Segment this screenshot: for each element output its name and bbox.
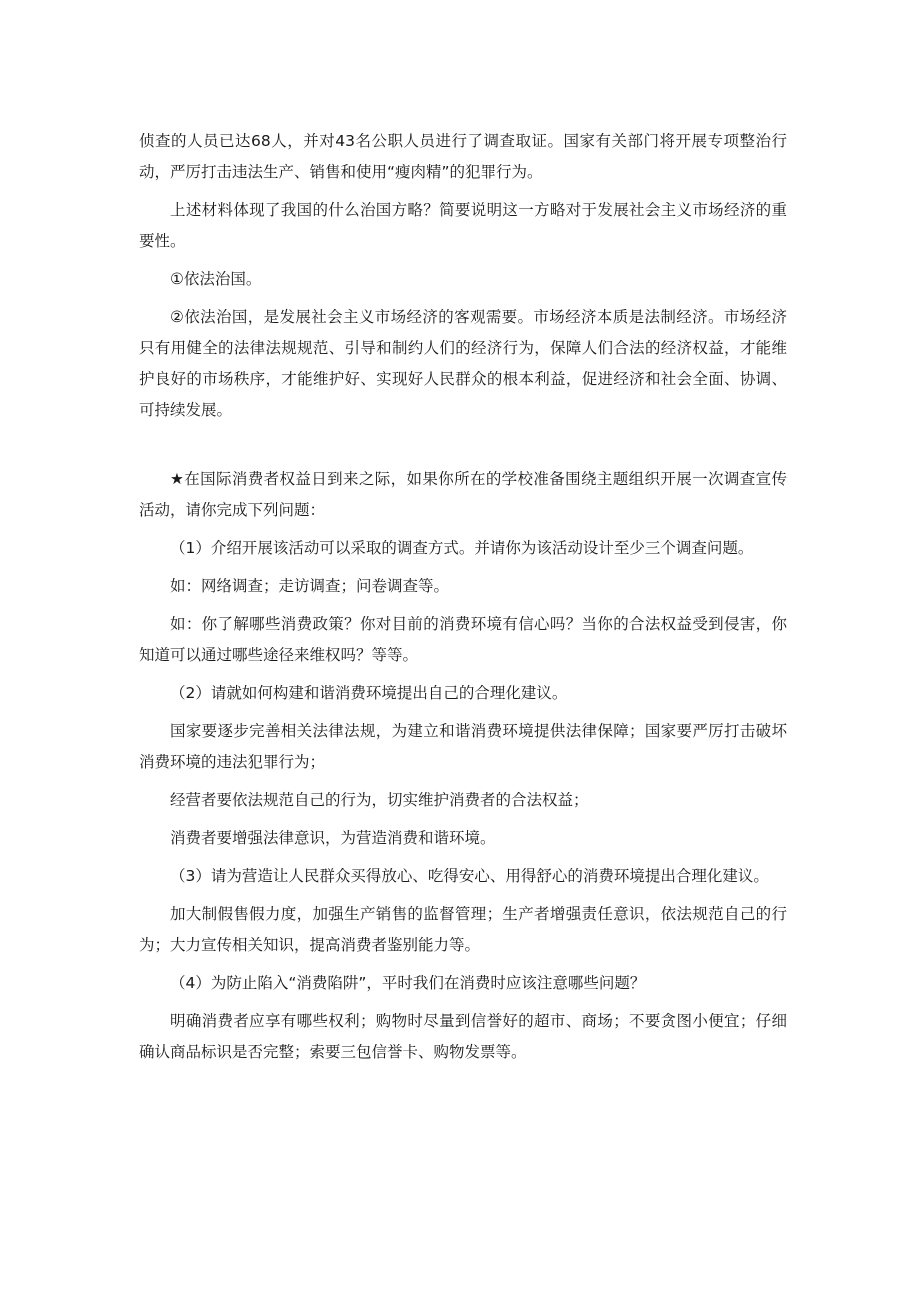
paragraph-sub-question-4: （4）为防止陷入“消费陷阱”，平时我们在消费时应该注意哪些问题？ [170,974,646,992]
paragraph-consumer-measures: 消费者要增强法律意识，为营造消费和谐环境。 [170,829,496,847]
paragraph-precautions: 明确消费者应享有哪些权利；购物时尽量到信誉好的超市、商场；不要贪图小便宜；仔细确认商品标识是否完整；索要三包信誉卡、购物发票等。 [139,1012,787,1061]
paragraph-sub-question-1: （1）介绍开展该活动可以采取的调查方式。并请你为该活动设计至少三个调查问题。 [170,539,754,557]
paragraph-state-measures: 国家要逐步完善相关法律法规，为建立和谐消费环境提供法律保障；国家要严厉打击破坏消费环境的违法犯罪行为； [139,722,787,771]
paragraph-question: 上述材料体现了我国的什么治国方略？简要说明这一方略对于发展社会主义市场经济的重要性。 [139,201,787,250]
paragraph-case-summary: 侦查的人员已达68人，并对43名公职人员进行了调查取证。国家有关部门将开展专项整治行动，严厉打击违法生产、销售和使用“瘦肉精”的犯罪行为。 [139,132,787,181]
paragraph-sub-question-3: （3）请为营造让人民群众买得放心、吃得安心、用得舒心的消费环境提出合理化建议。 [170,867,769,885]
paragraph-survey-questions: 如：你了解哪些消费政策？你对目前的消费环境有信心吗？当你的合法权益受到侵害，你知道可以通过哪些途径来维权吗？等等。 [139,615,787,664]
paragraph-answer-2: ②依法治国，是发展社会主义市场经济的客观需要。市场经济本质是法制经济。市场经济只有用健全的法律法规规范、引导和制约人们的经济行为，保障人们合法的经济权益，才能维护良好的市场秩序，才能维护好、实现好人民群众的根本利益，促进经济和社会全面、协调、可持续发展。 [139,308,787,419]
paragraph-operator-measures: 经营者要依法规范自己的行为，切实维护消费者的合法权益； [170,791,589,809]
paragraph-activity-intro: ★在国际消费者权益日到来之际，如果你所在的学校准备围绕主题组织开展一次调查宣传活动，请你完成下列问题： [139,470,787,519]
paragraph-suggestions: 加大制假售假力度，加强生产销售的监督管理；生产者增强责任意识，依法规范自己的行为；大力宣传相关知识，提高消费者鉴别能力等。 [139,905,787,954]
paragraph-survey-methods: 如：网络调查；走访调查；问卷调查等。 [170,577,450,595]
paragraph-answer-1: ①依法治国。 [170,270,262,288]
document-body [139,126,787,1068]
paragraph-sub-question-2: （2）请就如何构建和谐消费环境提出自己的合理化建议。 [170,684,568,702]
